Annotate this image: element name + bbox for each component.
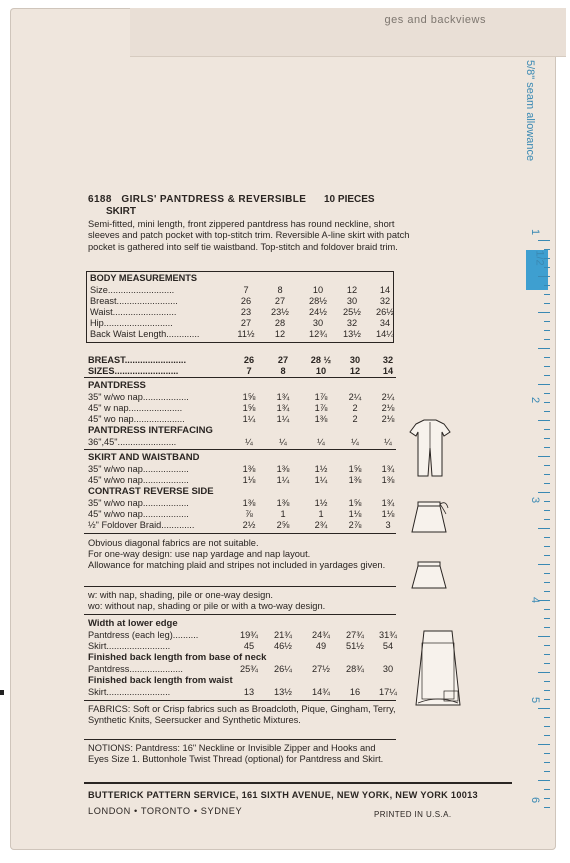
cell-value: 1⅜ bbox=[381, 475, 395, 485]
ruler-tick bbox=[544, 555, 550, 556]
note-with-nap: w: with nap, shading, pile or one-way design. bbox=[88, 590, 274, 600]
ruler-tick bbox=[544, 465, 550, 466]
cell-value: 1⅝ bbox=[242, 392, 256, 402]
envelope-flap bbox=[130, 8, 566, 57]
divider bbox=[84, 586, 396, 587]
divider bbox=[84, 533, 396, 534]
cell-value: 1¾ bbox=[381, 464, 395, 474]
ruler-tick bbox=[544, 573, 550, 574]
ruler-tick bbox=[538, 564, 550, 565]
ruler-tick bbox=[544, 717, 550, 718]
ruler-tick bbox=[544, 438, 550, 439]
cell-value: 30 bbox=[349, 355, 361, 365]
cell-value: 1¼ bbox=[242, 414, 256, 424]
row-label: 45" w/wo nap.................. bbox=[88, 509, 189, 519]
ruler-tick bbox=[544, 510, 550, 511]
table-row bbox=[88, 498, 400, 509]
table-row bbox=[88, 464, 400, 475]
body-measurements-table bbox=[86, 271, 394, 343]
publisher-address: BUTTERICK PATTERN SERVICE, 161 SIXTH AVENUE, NEW YORK, NEW YORK 10013 bbox=[88, 790, 478, 800]
cell-value: 26¼ bbox=[274, 664, 292, 674]
cell-value: 17¼ bbox=[379, 687, 397, 697]
cell-value: 2⅛ bbox=[381, 403, 395, 413]
cell-value: 2⅛ bbox=[381, 414, 395, 424]
yardage-section-title: SKIRT AND WAISTBAND bbox=[88, 452, 200, 463]
cell-value: 7 bbox=[246, 366, 252, 376]
cell-value: 27 bbox=[277, 355, 289, 365]
ruler-tick bbox=[544, 789, 550, 790]
ruler-tick bbox=[544, 663, 550, 664]
cell-value: 28 ½ bbox=[310, 355, 332, 365]
ruler-tick bbox=[538, 636, 550, 637]
table-row bbox=[88, 355, 400, 366]
ruler-tick bbox=[538, 276, 550, 277]
skirt-backview-illustration bbox=[410, 500, 450, 536]
ruler-tick bbox=[538, 708, 550, 709]
cell-value: ¼ bbox=[317, 437, 325, 447]
cell-value: 7 bbox=[243, 285, 249, 295]
skirt-pattern-piece-illustration bbox=[408, 625, 468, 715]
row-label: Breast........................ bbox=[90, 296, 178, 306]
cell-value: 2 bbox=[352, 403, 358, 413]
row-label: 36",45"....................... bbox=[88, 437, 177, 447]
row-label: Size.......................... bbox=[90, 285, 175, 295]
row-label: Back Waist Length............. bbox=[90, 329, 200, 339]
divider bbox=[84, 449, 396, 450]
ruler-tick bbox=[544, 735, 550, 736]
cell-value: 13½ bbox=[274, 687, 292, 697]
body-measurement-row bbox=[87, 318, 393, 329]
body-measurement-row bbox=[87, 296, 393, 307]
cell-value: 1¼ bbox=[276, 414, 290, 424]
cell-value: 27¾ bbox=[346, 630, 364, 640]
cell-value: ¼ bbox=[351, 437, 359, 447]
ruler-number: 4 bbox=[529, 596, 542, 604]
table-row bbox=[88, 392, 400, 403]
cell-value: 3 bbox=[385, 520, 391, 530]
row-label: Pantdress..................... bbox=[88, 664, 183, 674]
note-diagonal: Obvious diagonal fabrics are not suitable. bbox=[88, 538, 259, 548]
divider bbox=[84, 614, 396, 615]
cell-value: 1⅞ bbox=[314, 392, 328, 402]
ruler-tick bbox=[544, 402, 550, 403]
ruler-tick bbox=[544, 690, 550, 691]
table-row bbox=[88, 664, 400, 675]
ruler-tick bbox=[544, 330, 550, 331]
cell-value: 34 bbox=[379, 318, 391, 328]
seam-allowance-ruler bbox=[516, 60, 554, 840]
ruler-tick bbox=[544, 303, 550, 304]
cell-value: 14 bbox=[379, 285, 391, 295]
ruler-tick bbox=[544, 285, 550, 286]
edge-mark bbox=[0, 690, 4, 695]
cell-value: 30 bbox=[382, 664, 394, 674]
ruler-number: 2 bbox=[529, 396, 542, 404]
cell-value: 28 bbox=[274, 318, 286, 328]
cell-value: 1⅜ bbox=[242, 464, 256, 474]
cell-value: 28¾ bbox=[346, 664, 364, 674]
cell-value: 30 bbox=[346, 296, 358, 306]
ruler-tick bbox=[544, 546, 550, 547]
cell-value: 24½ bbox=[309, 307, 327, 317]
row-label: Waist......................... bbox=[90, 307, 177, 317]
garment-section-title: Finished back length from waist bbox=[88, 675, 233, 686]
cell-value: 54 bbox=[382, 641, 394, 651]
ruler-tick bbox=[538, 420, 550, 421]
fabrics-text: FABRICS: Soft or Crisp fabrics such as Broadcloth, Pique, Gingham, Terry, Synthetic Knits, Seersucker and Synthetic Mixtures. bbox=[88, 704, 396, 726]
ruler-tick bbox=[544, 681, 550, 682]
cell-value: 13 bbox=[243, 687, 255, 697]
seam-allowance-label: 5/8" seam allowance bbox=[524, 60, 536, 162]
note-one-way: For one-way design: use nap yardage and nap layout. bbox=[88, 549, 311, 559]
ruler-tick bbox=[544, 798, 550, 799]
table-row bbox=[88, 414, 400, 425]
note-plaid: Allowance for matching plaid and stripes not included in yardages given. bbox=[88, 560, 386, 570]
cell-value: 1⅜ bbox=[276, 498, 290, 508]
ruler-tick bbox=[544, 618, 550, 619]
cell-value: 1¾ bbox=[381, 498, 395, 508]
ruler-tick bbox=[544, 267, 550, 268]
cell-value: 30 bbox=[312, 318, 324, 328]
row-label: Skirt......................... bbox=[88, 641, 171, 651]
ruler-tick bbox=[538, 492, 550, 493]
ruler-tick bbox=[538, 528, 550, 529]
cell-value: 1⅜ bbox=[348, 475, 362, 485]
divider bbox=[84, 782, 512, 784]
ruler-tick bbox=[544, 429, 550, 430]
cell-value: 12 bbox=[346, 285, 358, 295]
table-row bbox=[88, 437, 400, 448]
ruler-tick bbox=[544, 366, 550, 367]
cell-value: 1 bbox=[280, 509, 286, 519]
cell-value: 26 bbox=[243, 355, 255, 365]
body-measurement-row bbox=[87, 285, 393, 296]
ruler-tick bbox=[544, 582, 550, 583]
ruler-tick bbox=[538, 780, 550, 781]
ruler-tick bbox=[544, 474, 550, 475]
cell-value: 12 bbox=[349, 366, 361, 376]
ruler-tick bbox=[544, 591, 550, 592]
cell-value: 1⅜ bbox=[276, 464, 290, 474]
ruler-tick bbox=[538, 348, 550, 349]
table-row bbox=[88, 509, 400, 520]
row-label: Hip........................... bbox=[90, 318, 173, 328]
row-label: SIZES......................... bbox=[88, 366, 179, 376]
ruler-tick bbox=[544, 375, 550, 376]
ruler-tick bbox=[544, 393, 550, 394]
cell-value: 25¾ bbox=[240, 664, 258, 674]
row-label: 35" w/wo nap.................. bbox=[88, 498, 189, 508]
cell-value: 24¾ bbox=[312, 630, 330, 640]
cell-value: 32 bbox=[382, 355, 394, 365]
ruler-tick bbox=[538, 744, 550, 745]
cell-value: 10 bbox=[315, 366, 327, 376]
body-measurements-title: BODY MEASUREMENTS bbox=[90, 273, 198, 283]
skirt-reverse-backview-illustration bbox=[410, 560, 450, 592]
cell-value: 8 bbox=[277, 285, 283, 295]
ruler-number: 5 bbox=[529, 696, 542, 704]
cell-value: 2⅝ bbox=[276, 520, 290, 530]
table-row bbox=[88, 687, 400, 698]
row-label: 45" w/wo nap.................. bbox=[88, 475, 189, 485]
cell-value: 16 bbox=[349, 687, 361, 697]
cell-value: ⅞ bbox=[245, 509, 253, 519]
cell-value: 21¾ bbox=[274, 630, 292, 640]
row-label: Pantdress (each leg).......... bbox=[88, 630, 199, 640]
cell-value: 19¾ bbox=[240, 630, 258, 640]
ruler-number: 1/2 bbox=[533, 250, 546, 266]
yardage-section-title: CONTRAST REVERSE SIDE bbox=[88, 486, 214, 497]
cell-value: 12 bbox=[274, 329, 286, 339]
cell-value: 2 bbox=[352, 414, 358, 424]
yardage-section-title: PANTDRESS INTERFACING bbox=[88, 425, 213, 436]
ruler-tick bbox=[538, 456, 550, 457]
cell-value: 1⅛ bbox=[381, 509, 395, 519]
cell-value: 49 bbox=[315, 641, 327, 651]
ruler-tick bbox=[544, 483, 550, 484]
cell-value: 1¼ bbox=[276, 475, 290, 485]
cell-value: 1¾ bbox=[276, 403, 290, 413]
ruler-tick bbox=[544, 762, 550, 763]
divider bbox=[84, 739, 396, 740]
ruler-tick bbox=[544, 654, 550, 655]
ruler-tick bbox=[538, 240, 550, 241]
ruler-tick bbox=[544, 537, 550, 538]
ruler-tick bbox=[544, 645, 550, 646]
notions-text: NOTIONS: Pantdress: 16" Neckline or Invisible Zipper and Hooks and Eyes Size 1. Buttonhole Twist Thread (optional) for Pantdress and Skirt. bbox=[88, 743, 384, 765]
pattern-title-line2: SKIRT bbox=[106, 206, 136, 217]
yardage-section-title: PANTDRESS bbox=[88, 380, 146, 391]
table-row bbox=[88, 403, 400, 414]
cell-value: 1⅝ bbox=[242, 403, 256, 413]
cell-value: ¼ bbox=[279, 437, 287, 447]
ruler-tick bbox=[544, 771, 550, 772]
table-row bbox=[88, 366, 400, 377]
ruler-tick bbox=[544, 627, 550, 628]
cell-value: 32 bbox=[346, 318, 358, 328]
row-label: 35" w/wo nap.................. bbox=[88, 392, 189, 402]
ruler-tick bbox=[538, 312, 550, 313]
cell-value: 27 bbox=[240, 318, 252, 328]
cell-value: 1⅛ bbox=[242, 475, 256, 485]
body-measurement-row bbox=[87, 329, 393, 340]
cell-value: 1½ bbox=[314, 464, 328, 474]
cell-value: 1⅜ bbox=[242, 498, 256, 508]
cell-value: 23 bbox=[240, 307, 252, 317]
cell-value: ¼ bbox=[384, 437, 392, 447]
ruler-tick bbox=[544, 699, 550, 700]
cell-value: 11½ bbox=[237, 329, 255, 339]
cell-value: 13½ bbox=[343, 329, 361, 339]
ruler-tick bbox=[544, 339, 550, 340]
cell-value: 25½ bbox=[343, 307, 361, 317]
cell-value: 31¾ bbox=[379, 630, 397, 640]
body-measurement-row bbox=[87, 307, 393, 318]
row-label: Skirt......................... bbox=[88, 687, 171, 697]
row-label: 35" w/wo nap.................. bbox=[88, 464, 189, 474]
ruler-tick bbox=[538, 672, 550, 673]
cell-value: 10 bbox=[312, 285, 324, 295]
cell-value: 1¼ bbox=[314, 475, 328, 485]
cell-value: 14 bbox=[382, 366, 394, 376]
ruler-tick bbox=[544, 753, 550, 754]
cell-value: 2¼ bbox=[381, 392, 395, 402]
ruler-tick bbox=[544, 726, 550, 727]
cell-value: 27 bbox=[274, 296, 286, 306]
cell-value: 1⅞ bbox=[314, 403, 328, 413]
cell-value: 1⅜ bbox=[314, 414, 328, 424]
garment-section-title: Width at lower edge bbox=[88, 618, 178, 629]
cell-value: 26 bbox=[240, 296, 252, 306]
table-row bbox=[88, 641, 400, 652]
printed-in: PRINTED IN U.S.A. bbox=[374, 810, 452, 819]
row-label: 45" w nap..................... bbox=[88, 403, 183, 413]
cell-value: 2¾ bbox=[314, 520, 328, 530]
ruler-tick bbox=[544, 411, 550, 412]
row-label: BREAST........................ bbox=[88, 355, 187, 365]
cell-value: 2½ bbox=[242, 520, 256, 530]
cell-value: 45 bbox=[243, 641, 255, 651]
pattern-title bbox=[88, 194, 306, 205]
ruler-number: 3 bbox=[529, 496, 542, 504]
ruler-number: 6 bbox=[529, 796, 542, 804]
garment-section-title: Finished back length from base of neck bbox=[88, 652, 267, 663]
pattern-pieces: 10 PIECES bbox=[324, 194, 375, 205]
note-without-nap: wo: without nap, shading or pile or with a two-way design. bbox=[88, 601, 326, 611]
row-label: 45" wo nap.................... bbox=[88, 414, 185, 424]
cell-value: 27½ bbox=[312, 664, 330, 674]
ruler-tick bbox=[544, 294, 550, 295]
cell-value: 1⅝ bbox=[348, 498, 362, 508]
pattern-description: Semi-fitted, mini length, front zippered pantdress has round neckline, short sleeves and patch pocket with top-stitch trim. Reversible A-line skirt with patch pocket is gathered into self tie waistband. Top-stitch and foldover braid trim. bbox=[88, 219, 410, 252]
cell-value: 23½ bbox=[271, 307, 289, 317]
table-row bbox=[88, 630, 400, 641]
ruler-tick bbox=[544, 807, 550, 808]
cell-value: 12¾ bbox=[309, 329, 327, 339]
cell-value: 2⅞ bbox=[348, 520, 362, 530]
cell-value: 2¼ bbox=[348, 392, 362, 402]
cell-value: 32 bbox=[379, 296, 391, 306]
cell-value: 14¾ bbox=[312, 687, 330, 697]
flap-text: ges and backviews bbox=[384, 14, 486, 26]
publisher-cities: LONDON • TORONTO • SYDNEY bbox=[88, 806, 243, 816]
ruler-tick bbox=[544, 321, 550, 322]
cell-value: ¼ bbox=[245, 437, 253, 447]
ruler-number: 1 bbox=[529, 228, 542, 236]
cell-value: 46½ bbox=[274, 641, 292, 651]
cell-value: 8 bbox=[280, 366, 286, 376]
cell-value: 1½ bbox=[314, 498, 328, 508]
row-label: ½" Foldover Braid............. bbox=[88, 520, 195, 530]
cell-value: 26½ bbox=[376, 307, 394, 317]
ruler-tick bbox=[544, 609, 550, 610]
cell-value: 1⅛ bbox=[348, 509, 362, 519]
table-row bbox=[88, 475, 400, 486]
ruler-tick bbox=[538, 384, 550, 385]
ruler-tick bbox=[544, 501, 550, 502]
cell-value: 14¼ bbox=[376, 329, 394, 339]
pattern-title-line1: GIRLS' PANTDRESS & REVERSIBLE bbox=[121, 194, 307, 205]
ruler-tick bbox=[544, 447, 550, 448]
cell-value: 51½ bbox=[346, 641, 364, 651]
pattern-number: 6188 bbox=[88, 194, 112, 205]
divider bbox=[84, 700, 396, 701]
cell-value: 1¾ bbox=[276, 392, 290, 402]
cell-value: 1⅝ bbox=[348, 464, 362, 474]
cell-value: 1 bbox=[318, 509, 324, 519]
ruler-tick bbox=[544, 519, 550, 520]
pantdress-backview-illustration bbox=[408, 418, 452, 480]
divider bbox=[84, 377, 396, 378]
ruler-tick bbox=[544, 357, 550, 358]
table-row bbox=[88, 520, 400, 531]
cell-value: 28½ bbox=[309, 296, 327, 306]
